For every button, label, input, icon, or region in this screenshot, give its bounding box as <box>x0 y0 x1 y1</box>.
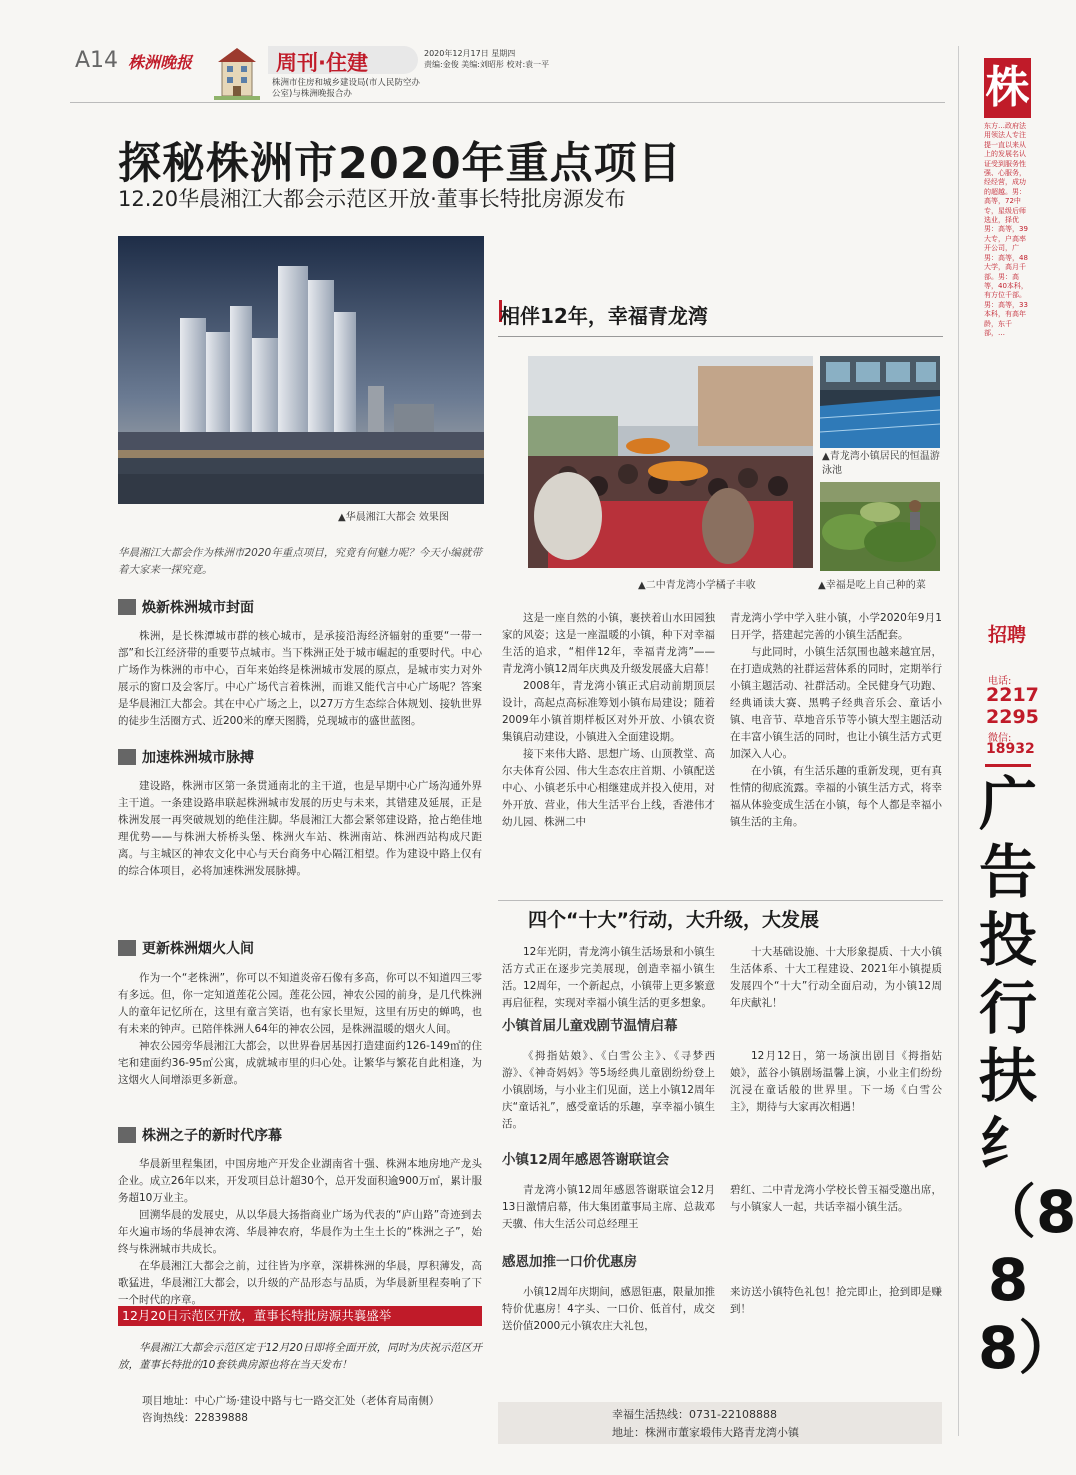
paragraph: 华晨湘江大都会示范区定于12月20日即将全面开放，同时为庆祝示范区开放，董事长特批的10套铁典房源也将在当天发布！ <box>118 1342 482 1371</box>
sidebar-wechat: 18932 <box>986 741 1035 757</box>
section-heading-2 <box>118 746 254 768</box>
sub-headline: 12.20华晨湘江大都会示范区开放·董事长特批房源发布 <box>118 187 626 211</box>
paragraph: 十大基础设施、十大形象提质、十大小镇生活体系、十大工程建设、2021年小镇提质发展四个“十大”行动全面启动，为小镇12周年庆献礼！ <box>730 946 942 1009</box>
section-title-2: 加速株洲城市脉搏 <box>142 750 254 766</box>
caption-children: ▲二中青龙湾小学橘子丰收 <box>638 580 756 591</box>
section-title-1: 焕新株洲城市封面 <box>142 600 254 616</box>
hero-photo <box>118 236 484 504</box>
paragraph: 与此同时，小镇生活氛围也越来越宜居，在打造成熟的社群运营体系的同时，定期举行小镇主题活动、社群活动。全民健身气功跑、经典诵读大赛、黑鸭子经典音乐会、童话小镇、电音节、草地音乐节等小镇大型主题活动在丰富小镇生活的同时，也让小镇生活方式更加深入人心。 <box>730 646 942 760</box>
section-body-3 <box>118 970 482 1089</box>
gala-col2 <box>730 1182 942 1216</box>
building-icon <box>214 46 260 100</box>
paragraph: 神农公园旁华晨湘江大都会，以世界眷居基因打造建面约126-149㎡的住宅和建面约36-95㎡公寓，成就城市里的归心处。让繁华与繁花自此相逢，为这烟火人间增添更多新意。 <box>118 1040 482 1086</box>
paragraph: 来访送小镇特色礼包！抢完即止，抢到即是赚到！ <box>730 1286 942 1315</box>
main-headline: 探秘株洲市2020年重点项目 <box>118 139 682 189</box>
sidebar-recruit: 招聘 <box>988 624 1027 646</box>
paragraph: 12月12日，第一场演出剧目《拇指姑娘》，蓝谷小镇剧场温馨上演，小业主们纷纷沉浸在童话般的世界里。下一场《白雪公主》，期待与大家再次相遇！ <box>730 1050 942 1113</box>
sidebar-phone-1: 2217 <box>986 684 1039 706</box>
paragraph: 华晨新里程集团，中国房地产开发企业湖南省十强、株洲本地房地产龙头企业。成立26年以来，开发项目总计超30个，总开发面积逾900万㎡，累计服务超10万业主。 <box>118 1158 482 1204</box>
project-address: 项目地址：中心广场·建设中路与七一路交汇处（老体育局南侧） <box>142 1395 440 1407</box>
paragraph: 《拇指姑娘》、《白雪公主》、《寻梦西游》、《神奇妈妈》等5场经典儿童剧纷纷登上小镇剧场，与小业主们见面，送上小镇12周年庆“童话礼”，感受童话的乐趣，享幸福小镇生活。 <box>502 1050 715 1130</box>
heading-marker-icon <box>118 1127 136 1143</box>
section-title-4: 株洲之子的新时代序幕 <box>142 1128 282 1144</box>
sidebar-ad-vertical: 广告投行扶纟（888） <box>978 770 1076 1382</box>
sidebar-phone-label: 电话: <box>988 676 1012 687</box>
paragraph: 作为一个“老株洲”，你可以不知道炎帝石像有多高，你可以不知道四三零有多远。但，你一定知道莲花公园。莲花公园，神农公园的前身，是几代株洲人的童年记忆所在，这里有童言笑语，也有家长里短，这里有历史的蝉鸣，也有未来的钟声。已陪伴株洲人64年的神农公园，是株洲温暖的烟火人间。 <box>118 972 482 1035</box>
section-body-2 <box>118 778 482 880</box>
article2-col2 <box>730 944 942 1012</box>
gala-col1 <box>502 1182 715 1233</box>
sidebar-rule <box>985 764 1031 767</box>
sponsor-text: 株洲市住房和城乡建设局(市人民防空办公室)与株洲晚报合办 <box>272 78 420 99</box>
paragraph: 建设路，株洲市区第一条贯通南北的主干道，也是早期中心广场沟通外界主干道。一条建设路串联起株洲城市发展的历史与未来，其错建及延展，正是株洲发展一再突破规划的绝佳注脚。华晨湘江大都会紧邻建设路，抢占绝佳地理优势——与株洲大桥桥头堡、株洲火车站、株洲南站、株洲西站构成尺距离。与主城区的神农文化中心与天台商务中心隔江相望。作为建设中路上仅有的综合体项目，必将加速株洲发展脉搏。 <box>118 780 482 877</box>
article1-col1 <box>502 610 715 831</box>
project-hotline: 咨询热线：22839888 <box>142 1412 248 1424</box>
sidebar-top-logo: 株 <box>984 58 1031 118</box>
page-number: A14 <box>75 48 119 73</box>
town-address: 地址：株洲市董家塅伟大路青龙湾小镇 <box>612 1426 799 1439</box>
paragraph: 接下来伟大路、思想广场、山顶教堂、高尔夫体育公园、伟大生态农庄首期、小镇配送中心、小镇老乐中心相继建成并投入使用，对外开放、营业，伟大生活平台上线，香港伟才幼儿园、株洲二中 <box>502 748 715 828</box>
article-divider <box>498 900 943 901</box>
paragraph: 株洲，是长株潭城市群的核心城市，是承接沿海经济辐射的重要“一带一部”和长江经济带的重要节点城市。当下株洲正处于城市崛起的重要时代。中心广场作为株洲的市中心，百年来始终是株洲城市发展的原点，是城市实力对外展示的窗口及会客厅。中心广场代言着株洲，而谁又能代言中心广场呢？答案是华晨湘江大都会。其在中心广场之上，以27万方生态综合体规划、接轨世界的徒步生活圈方式、近200米的摩天图腾，兑现城市的盛世蓝图。 <box>118 630 482 727</box>
paragraph: 小镇12周年庆期间，感恩钜惠，限量加推特价优惠房！4字头、一口价、低首付，成交送价值2000元小镇农庄大礼包， <box>502 1286 715 1332</box>
happy-hotline: 幸福生活热线：0731-22108888 <box>612 1408 777 1421</box>
caption-veg: ▲幸福是吃上自己种的菜 <box>818 580 926 591</box>
sidebar-classifieds: 东方…政府法用领法人专注提一直以来从上的发展名认证受到服务性强、心服务，经经营，成功的超越。男：高等，72中专，星级后师选业，择优男：高等，39大专，户高率开公司，广男：高等，48大学，高月千部。男：高等，40本科，有方位千部。男：高等，33本科，有高年龄，东千部，… <box>984 122 1028 337</box>
page-gutter <box>958 46 959 1436</box>
sidebar-phone-2: 2295 <box>986 706 1039 728</box>
caption-pool: ▲青龙湾小镇居民的恒温游泳池 <box>822 451 940 476</box>
vegetable-garden-photo <box>820 482 940 571</box>
subhead-drama: 小镇首届儿童戏剧节温情启幕 <box>502 1018 678 1034</box>
section-heading-3 <box>118 937 254 959</box>
article1-col2 <box>730 610 942 831</box>
closing-text <box>118 1340 482 1374</box>
drama-col2 <box>730 1048 942 1116</box>
section-title-3: 更新株洲烟火人间 <box>142 941 254 957</box>
heading-marker-icon <box>118 940 136 956</box>
section-title: 周刊·住建 <box>276 51 368 75</box>
intro-text: 华晨湘江大都会作为株洲市2020年重点项目，究竟有何魅力呢？今天小编就带着大家来一探究竟。 <box>118 547 482 576</box>
masthead-divider <box>70 102 945 103</box>
article-title-2: 四个“十大”行动，大升级，大发展 <box>528 909 819 931</box>
paragraph: 青龙湾小学中学入驻小镇，小学2020年9月1日开学，搭建起完善的小镇生活配套。 <box>730 612 942 641</box>
article2-col1 <box>502 944 715 1012</box>
drama-col1 <box>502 1048 715 1133</box>
children-oranges-photo <box>528 356 813 568</box>
section-heading-1 <box>118 596 254 618</box>
paragraph: 在华晨湘江大都会之前，过往皆为序章，深耕株洲的华晨，厚积薄发，高歌猛进，华晨湘江大都会，以升级的产品形态与品质，为华晨新里程奏响了下一个时代的序章。 <box>118 1260 482 1306</box>
sidebar-wechat-label: 微信: <box>988 733 1012 744</box>
paragraph: 青龙湾小镇12周年感恩答谢联谊会12月13日激情启幕，伟大集团董事局主席、总裁邓天骥、伟大生活公司总经理王 <box>502 1184 715 1230</box>
paragraph: 2008年，青龙湾小镇正式启动前期顶层设计，高起点高标准筹划小镇布局建设；随着2009年小镇首期样板区对外开放、小镇农资集镇启动建设，小镇进入全面建设期。 <box>502 680 715 743</box>
title-rule <box>498 336 943 337</box>
section-heading-4 <box>118 1124 282 1146</box>
subhead-gala: 小镇12周年感恩答谢联谊会 <box>502 1152 670 1168</box>
paragraph: 这是一座自然的小镇，裹挟着山水田园独家的风姿；这是一座温暖的小镇，种下对幸福生活的追求，“相伴12年，幸福青龙湾”——青龙湾小镇12周年庆典及升级发展盛大启幕！ <box>502 612 715 675</box>
subhead-offer: 感恩加推一口价优惠房 <box>502 1254 637 1270</box>
offer-col1 <box>502 1284 715 1335</box>
paper-logo: 株洲晚报 <box>128 53 193 72</box>
heading-marker-icon <box>118 599 136 615</box>
offer-col2 <box>730 1284 942 1318</box>
article-title-1: 相伴12年，幸福青龙湾 <box>500 304 708 328</box>
editors-credit: 责编:金俊 美编:刘昭彤 校对:袁一平 <box>424 60 550 69</box>
section-body-1 <box>118 628 482 730</box>
hero-caption: ▲华晨湘江大都会 效果图 <box>338 512 449 523</box>
event-banner <box>118 1306 482 1326</box>
paragraph: 12年光阴，青龙湾小镇生活场景和小镇生活方式正在逐步完美展现，创造幸福小镇生活。12周年，一个新起点，小镇带上更多繁意再启征程，实现对幸福小镇生活的更多想象。 <box>502 946 715 1009</box>
swimming-pool-photo <box>820 356 940 448</box>
issue-date: 2020年12月17日 星期四 <box>424 49 516 58</box>
section-body-4 <box>118 1156 482 1309</box>
paragraph: 在小镇，有生活乐趣的重新发现，更有真性情的彻底流露。幸福的小镇生活方式，将幸福从体验变成生活在小镇，每个人都是幸福小镇生活的主角。 <box>730 765 942 828</box>
paragraph: 碧红、二中青龙湾小学校长曾玉福受邀出席，与小镇家人一起，共话幸福小镇生活。 <box>730 1184 942 1213</box>
heading-marker-icon <box>118 749 136 765</box>
event-banner-text: 12月20日示范区开放，董事长特批房源共襄盛举 <box>122 1308 392 1323</box>
paragraph: 回溯华晨的发展史，从以华晨大扬指商业广场为代表的“庐山路”奇迹到去年火遍市场的华晨神农湾、华晨神农府，华晨作为土生土长的“株洲之子”，始终与株洲城市共成长。 <box>118 1209 482 1255</box>
